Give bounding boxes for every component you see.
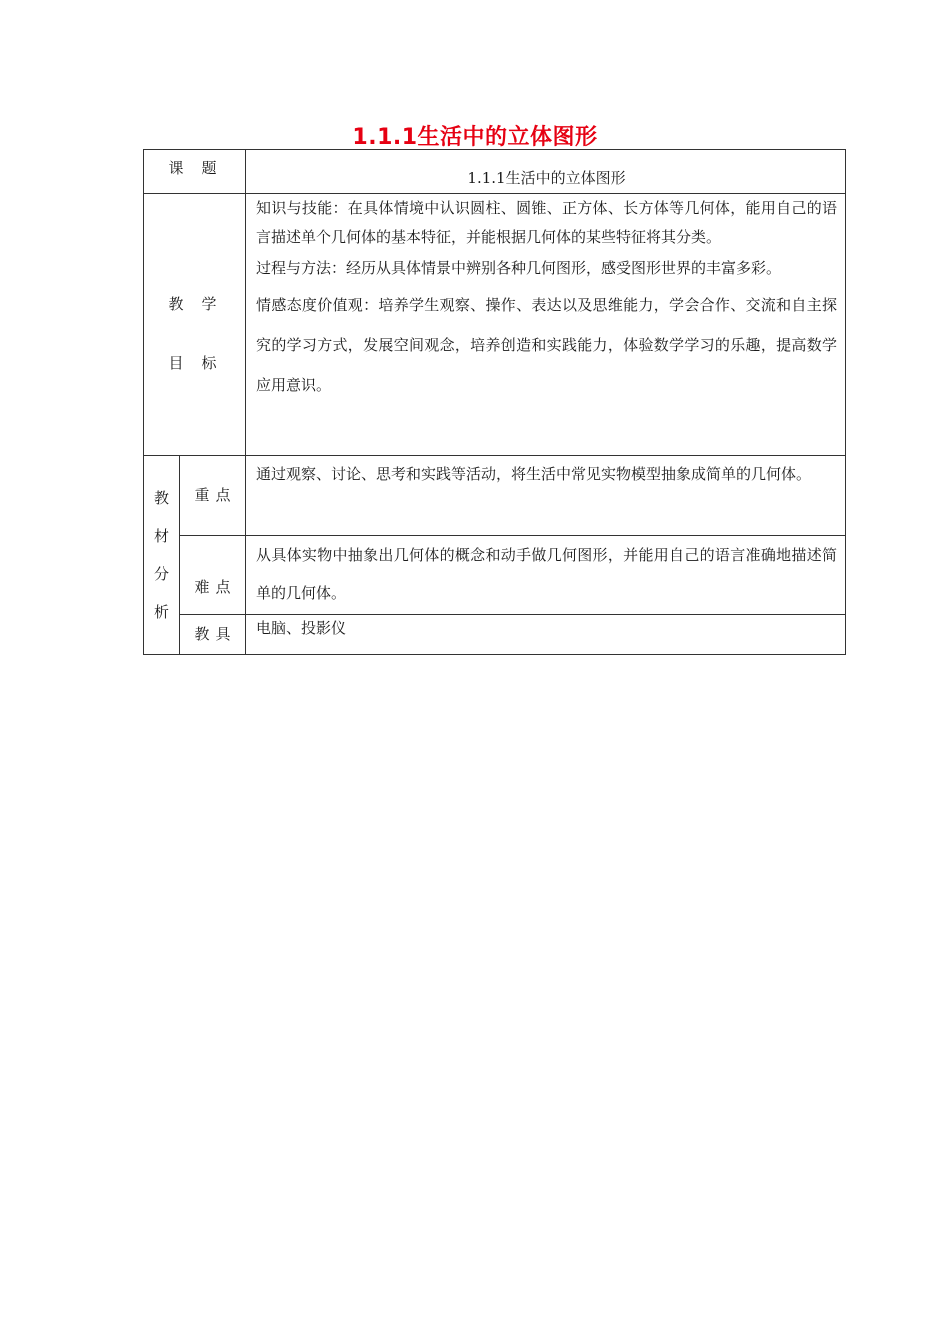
key-point-label: 重点 [180,456,246,536]
goals-label-line1: 教学 [168,294,235,313]
key-point-row [144,456,846,536]
goals-label [144,194,246,456]
analysis-char-3: 分 [153,565,169,583]
lesson-plan-table [143,149,846,655]
tools-value: 电脑、投影仪 [246,615,846,655]
goals-label-line2: 目标 [168,353,235,372]
document-title: 1.1.1生活中的立体图形 [352,125,598,150]
analysis-char-1: 教 [153,489,169,507]
analysis-char-4: 析 [153,603,169,621]
topic-row [144,150,846,194]
analysis-char-2: 材 [153,527,169,545]
analysis-label [144,456,180,655]
topic-value: 1.1.1生活中的立体图形 [246,150,846,194]
tools-row [144,615,846,655]
difficulty-label: 难点 [180,536,246,615]
goal-attitude: 情感态度价值观：培养学生观察、操作、表达以及思维能力，学会合作、交流和自主探究的学习方式，发展空间观念，培养创造和实践能力，体验数学学习的乐趣，提高数学应用意识。 [256,296,838,394]
goal-process: 过程与方法：经历从具体情景中辨别各种几何图形，感受图形世界的丰富多彩。 [256,259,782,277]
goals-row [144,194,846,456]
key-point-value: 通过观察、讨论、思考和实践等活动，将生活中常见实物模型抽象成简单的几何体。 [246,456,846,536]
topic-label: 课题 [144,150,246,194]
difficulty-value: 从具体实物中抽象出几何体的概念和动手做几何图形，并能用自己的语言准确地描述简单的几何体。 [246,536,846,615]
difficulty-row [144,536,846,615]
goals-content [246,194,846,456]
tools-label: 教具 [180,615,246,655]
goal-knowledge: 知识与技能：在具体情境中认识圆柱、圆锥、正方体、长方体等几何体，能用自己的语言描述单个几何体的基本特征，并能根据几何体的某些特征将其分类。 [256,199,838,246]
